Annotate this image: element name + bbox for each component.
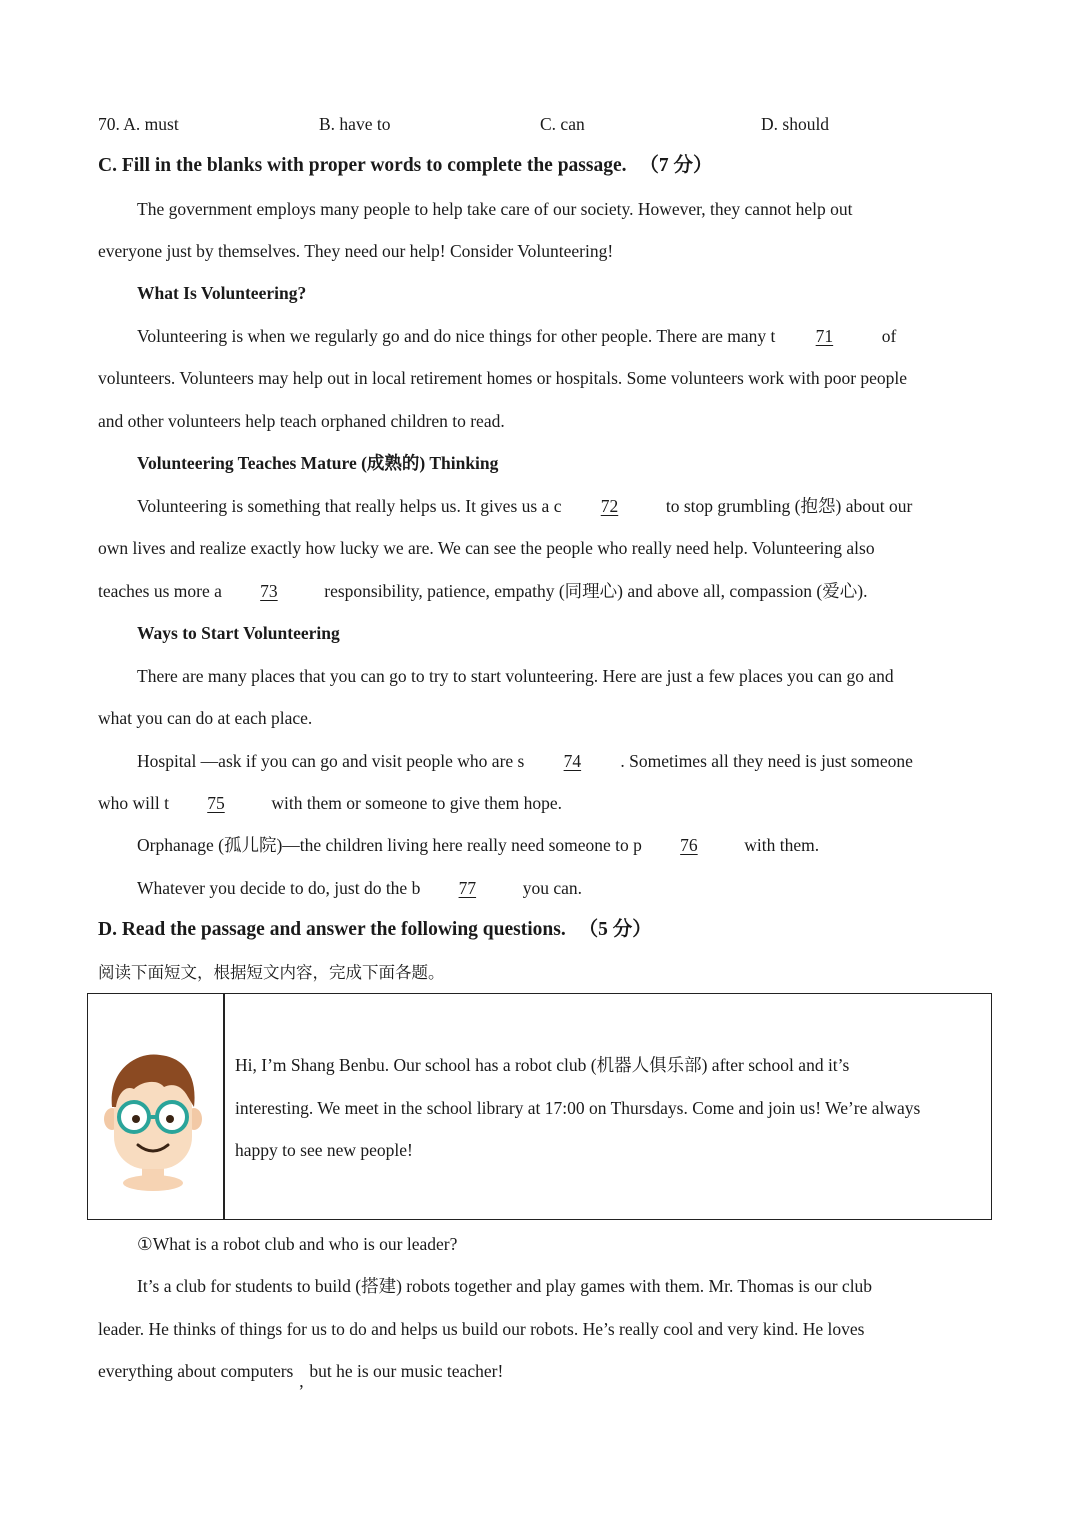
paragraph-1-line-1 bbox=[137, 325, 896, 347]
text: . Sometimes all they need is just someone bbox=[620, 751, 913, 771]
paragraph-1-line-2: volunteers. Volunteers may help out in local retirement homes or hospitals. Some volunteers work with poor people bbox=[98, 368, 908, 388]
text: with them or someone to give them hope. bbox=[271, 793, 562, 813]
subheading-what-is-volunteering: What Is Volunteering? bbox=[137, 283, 307, 303]
question-1: ①What is a robot club and who is our leader? bbox=[137, 1234, 458, 1254]
paragraph-4-line-2 bbox=[98, 792, 562, 814]
paragraph-3-line-2: what you can do at each place. bbox=[98, 708, 313, 728]
intro-line-2: everyone just by themselves. They need our help! Consider Volunteering! bbox=[98, 241, 614, 261]
intro-line-1: The government employs many people to help take care of our society. However, they cannot help out bbox=[137, 199, 853, 219]
text: of bbox=[881, 326, 897, 346]
text: Whatever you decide to do, just do the b bbox=[137, 878, 421, 898]
blank-72: 72 bbox=[600, 496, 619, 516]
answer-1-line-2: leader. He thinks of things for us to do and helps us build our robots. He’s really cool and very kind. He loves bbox=[98, 1319, 865, 1339]
paragraph-2-line-3 bbox=[98, 580, 867, 602]
section-d-instruction: 阅读下面短文，根据短文内容，完成下面各题。 bbox=[98, 963, 445, 982]
text: who will t bbox=[98, 793, 169, 813]
paragraph-2-line-2: own lives and realize exactly how lucky we are. We can see the people who really need help. Volunteering also bbox=[98, 538, 875, 558]
text: everything about computers bbox=[98, 1361, 294, 1381]
text: with them. bbox=[744, 835, 820, 855]
subheading-ways-to-start: Ways to Start Volunteering bbox=[137, 623, 340, 643]
blank-77: 77 bbox=[458, 878, 477, 898]
section-d-heading bbox=[98, 918, 652, 942]
q70-option-b: B. have to bbox=[319, 114, 391, 134]
section-c-title: C. Fill in the blanks with proper words to complete the passage. bbox=[98, 155, 627, 176]
blank-73: 73 bbox=[260, 581, 278, 601]
text: Volunteering is something that really helps us. It gives us a c bbox=[137, 496, 562, 516]
paragraph-5 bbox=[137, 834, 819, 856]
section-c-score: （7 分） bbox=[639, 155, 713, 176]
section-c-heading bbox=[98, 154, 713, 178]
blank-74: 74 bbox=[563, 751, 582, 771]
paragraph-1-line-3: and other volunteers help teach orphaned children to read. bbox=[98, 411, 505, 431]
box-text-line-2: interesting. We meet in the school library at 17:00 on Thursdays. Come and join us! We’re always bbox=[235, 1098, 921, 1118]
text: Hospital —ask if you can go and visit people who are s bbox=[137, 751, 525, 771]
blank-75: 75 bbox=[207, 793, 225, 813]
passage-box bbox=[87, 993, 992, 1220]
box-text-line-1: Hi, I’m Shang Benbu. Our school has a robot club (机器人俱乐部) after school and it’s bbox=[235, 1055, 850, 1075]
text: responsibility, patience, empathy (同理心) and above all, compassion (爱心). bbox=[324, 581, 868, 601]
text: Orphanage (孤儿院)—the children living here really need someone to p bbox=[137, 835, 642, 855]
blank-71: 71 bbox=[815, 326, 834, 346]
boy-avatar-icon bbox=[98, 1049, 208, 1194]
paragraph-6 bbox=[137, 877, 582, 899]
section-d-title: D. Read the passage and answer the following questions. bbox=[98, 919, 566, 940]
blank-76: 76 bbox=[680, 835, 698, 855]
text: to stop grumbling (抱怨) about our bbox=[665, 496, 913, 516]
section-d-score: （5 分） bbox=[578, 919, 652, 940]
q70-option-c: C. can bbox=[540, 114, 585, 134]
answer-1-line-1: It’s a club for students to build (搭建) robots together and play games with them. Mr. Thomas is our club bbox=[137, 1276, 873, 1296]
box-divider bbox=[223, 994, 225, 1219]
text: but he is our music teacher! bbox=[309, 1361, 504, 1381]
answer-1-line-3 bbox=[98, 1360, 504, 1391]
q70-option-a: 70. A. must bbox=[98, 114, 179, 134]
comma: , bbox=[299, 1371, 304, 1391]
paragraph-4-line-1 bbox=[137, 750, 913, 772]
text: Volunteering is when we regularly go and do nice things for other people. There are many t bbox=[137, 326, 776, 346]
paragraph-3-line-1: There are many places that you can go to try to start volunteering. Here are just a few places you can go and bbox=[137, 666, 894, 686]
subheading-mature-thinking: Volunteering Teaches Mature (成熟的) Thinking bbox=[137, 453, 499, 473]
paragraph-2-line-1 bbox=[137, 495, 912, 517]
box-text-line-3: happy to see new people! bbox=[235, 1140, 413, 1160]
text: teaches us more a bbox=[98, 581, 222, 601]
q70-option-d: D. should bbox=[761, 114, 830, 134]
text: you can. bbox=[522, 878, 582, 898]
